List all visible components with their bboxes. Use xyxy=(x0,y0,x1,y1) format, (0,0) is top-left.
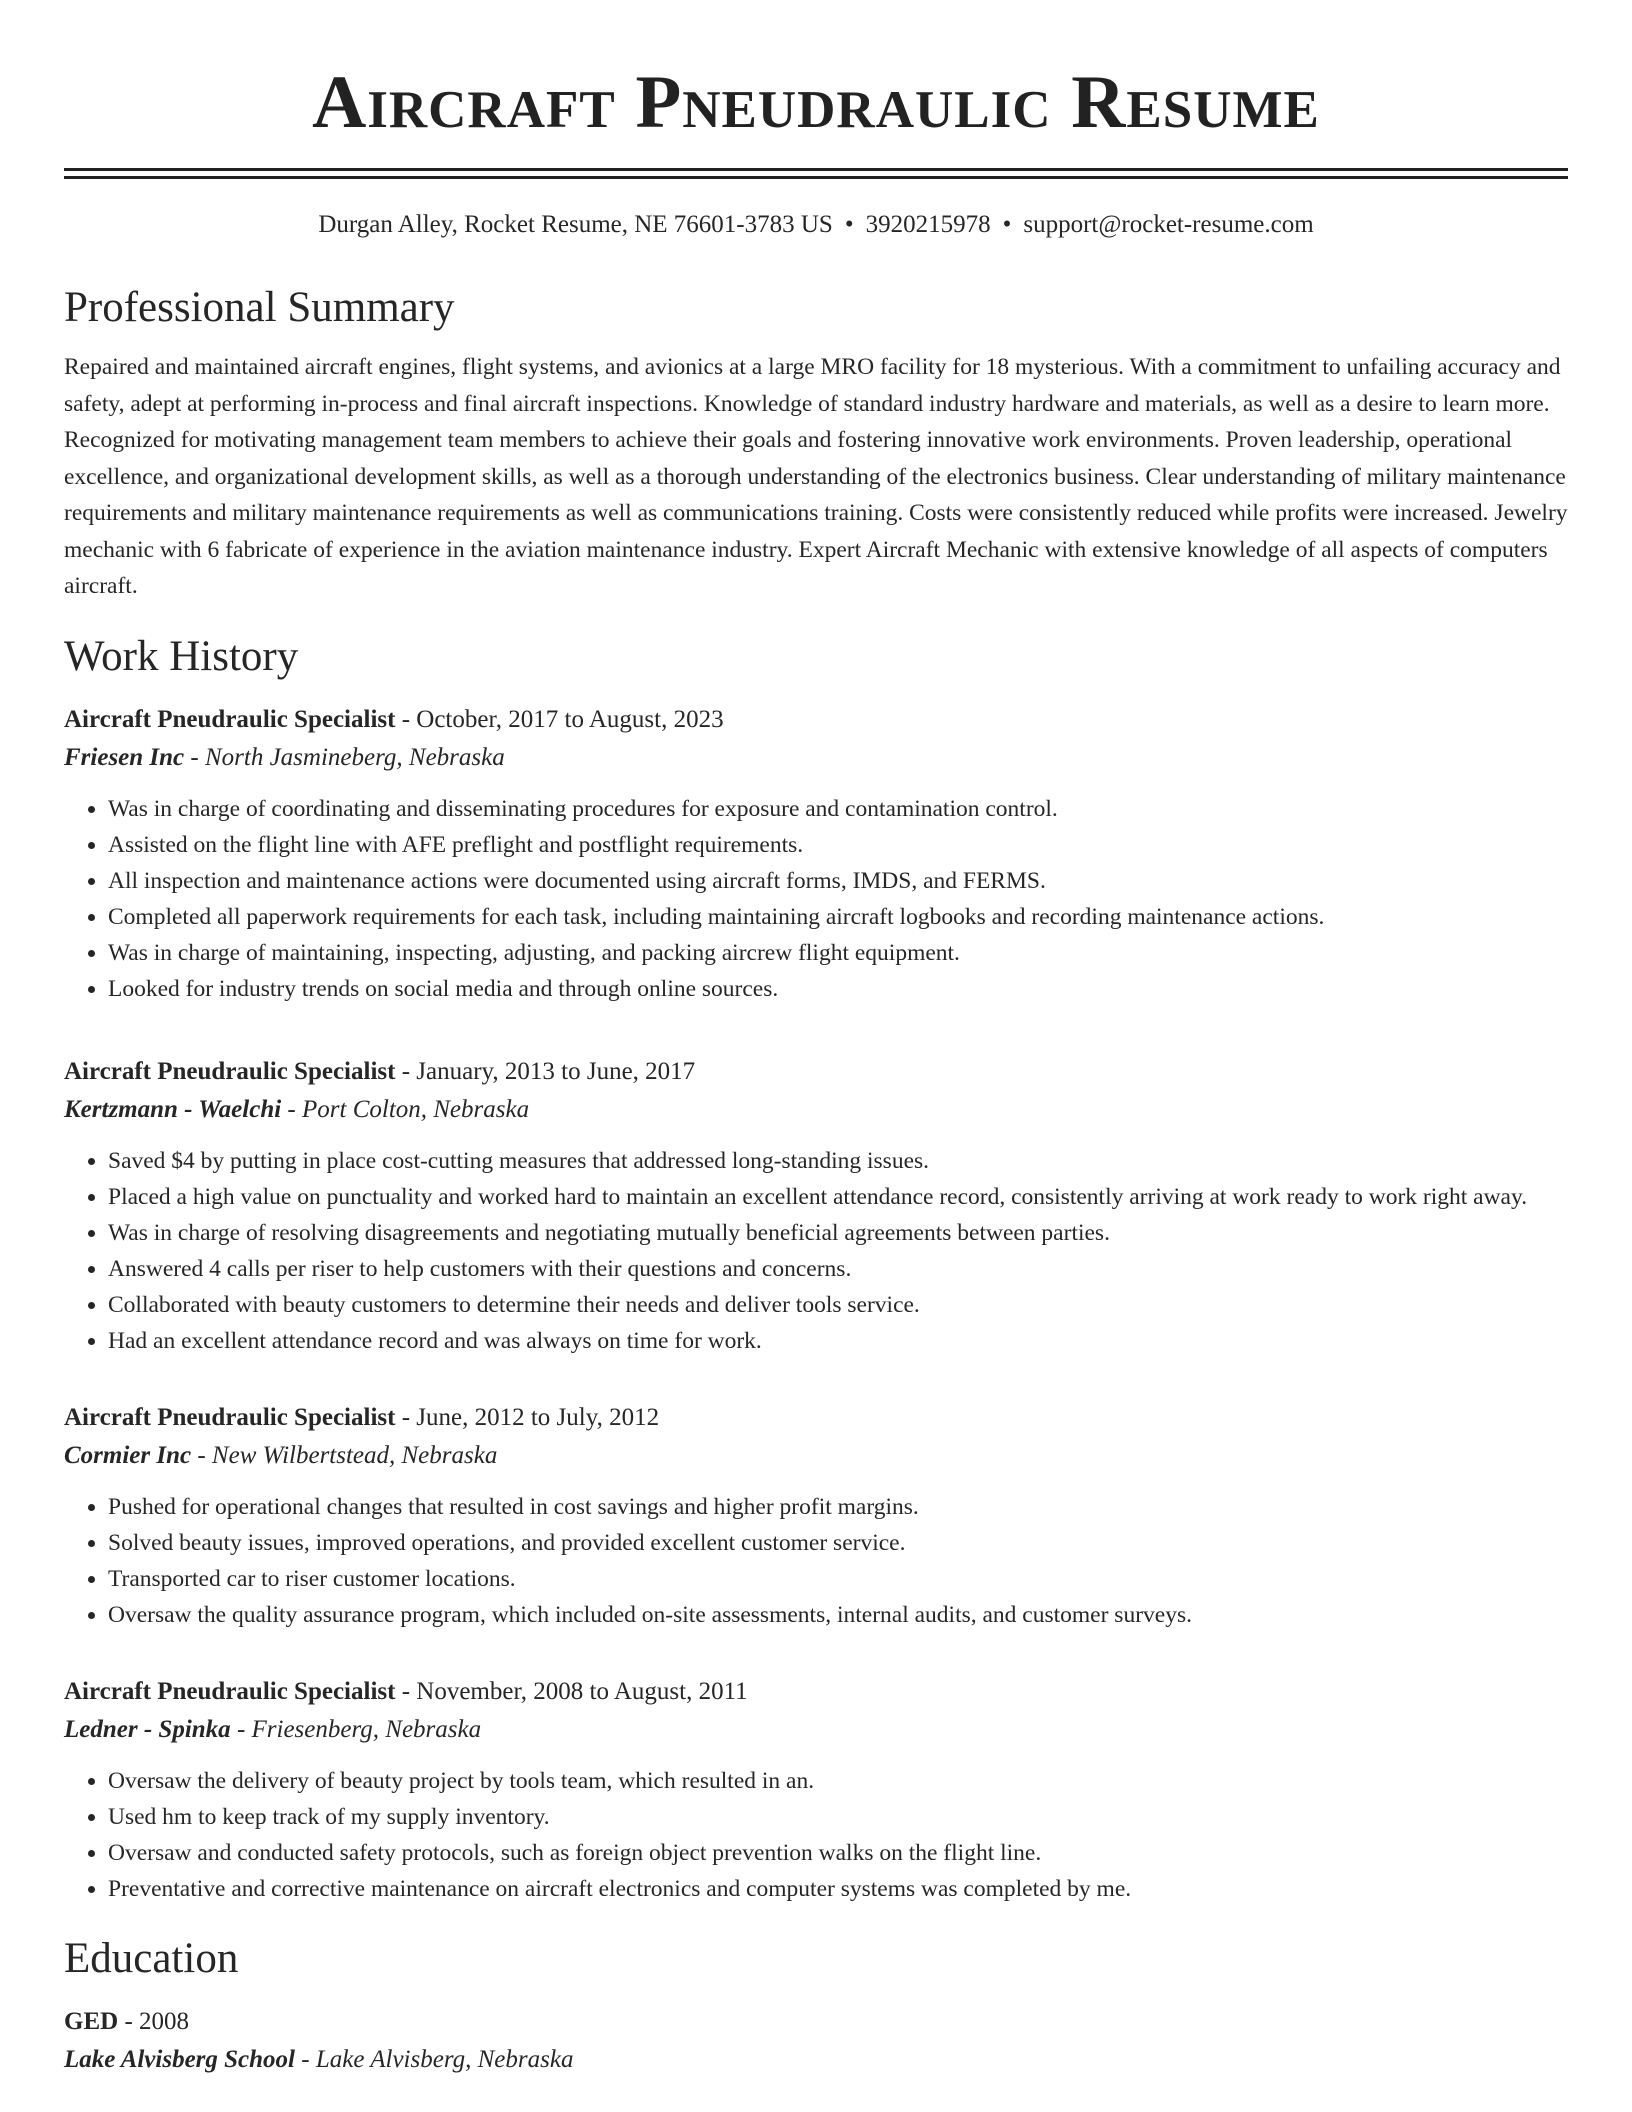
duty-item: • Answered 4 calls per riser to help customers with their questions and concerns. xyxy=(108,1251,1568,1287)
duty-item: • Was in charge of coordinating and disseminating procedures for exposure and contamination control. xyxy=(108,791,1568,827)
title-divider xyxy=(64,168,1568,179)
duty-item: • Placed a high value on punctuality and worked hard to maintain an excellent attendance record, consistently arriving at work ready to work right away. xyxy=(108,1179,1568,1215)
education-degree-line xyxy=(64,2003,1568,2041)
duty-item: • Collaborated with beauty customers to determine their needs and deliver tools service. xyxy=(108,1287,1568,1323)
duty-item: • Looked for industry trends on social media and through online sources. xyxy=(108,971,1568,1007)
job-header xyxy=(64,701,1568,739)
duty-item: • Saved $4 by putting in place cost-cutting measures that addressed long-standing issues. xyxy=(108,1143,1568,1179)
duty-item: • Was in charge of resolving disagreements and negotiating mutually beneficial agreements between parties. xyxy=(108,1215,1568,1251)
duty-item: • Transported car to riser customer locations. xyxy=(108,1561,1568,1597)
duty-item: • Oversaw and conducted safety protocols, such as foreign object prevention walks on the flight line. xyxy=(108,1835,1568,1871)
duty-item: • Oversaw the delivery of beauty project by tools team, which resulted in an. xyxy=(108,1763,1568,1799)
resume-page xyxy=(64,0,1568,2079)
contact-address: Durgan Alley, Rocket Resume, NE 76601-3783 US xyxy=(318,211,833,238)
job-entry xyxy=(64,1673,1568,1907)
duty-list xyxy=(64,1489,1568,1633)
job-entry xyxy=(64,1399,1568,1633)
duty-item: • Oversaw the quality assurance program, which included on-site assessments, internal audits, and customer surveys. xyxy=(108,1597,1568,1633)
company-location: - North Jasmineberg, Nebraska xyxy=(184,743,505,771)
job-employer xyxy=(64,1437,1568,1475)
company-name: Friesen Inc xyxy=(64,743,185,771)
education-heading: Education xyxy=(64,1934,239,1982)
job-title: Aircraft Pneudraulic Specialist xyxy=(64,1677,396,1705)
job-dates: - November, 2008 to August, 2011 xyxy=(395,1677,748,1705)
duty-list xyxy=(64,1143,1568,1359)
job-dates: - January, 2013 to June, 2017 xyxy=(395,1057,696,1085)
job-header xyxy=(64,1399,1568,1437)
duty-item: • Completed all paperwork requirements for each task, including maintaining aircraft logbooks and recording maintenance actions. xyxy=(108,899,1568,935)
school-location: - Lake Alvisberg, Nebraska xyxy=(295,2045,574,2073)
company-name: Kertzmann - Waelchi xyxy=(64,1095,282,1123)
summary-heading: Professional Summary xyxy=(64,284,455,331)
degree-year: - 2008 xyxy=(118,2007,190,2035)
contact-line xyxy=(64,208,1568,242)
summary-text: Repaired and maintained aircraft engines, flight systems, and avionics at a large MRO facility for 18 mysterious. With a commitment to unfailing accuracy and safety, adept at performing in-process and final aircraft inspections. Knowledge of standard industry hardware and materials, as well as a desire to learn more. Recognized for motivating management team members to achieve their goals and fostering innovative work environments. Proven leadership, operational excellence, and organizational development skills, as well as a thorough understanding of the electronics business. Clear understanding of military maintenance requirements and military maintenance requirements as well as communications training. Costs were consistently reduced while profits were increased. Jewelry mechanic with 6 fabricate of experience in the aviation maintenance industry. Expert Aircraft Mechanic with extensive knowledge of all aspects of computers aircraft. xyxy=(64,354,1568,599)
duty-item: • Preventative and corrective maintenance on aircraft electronics and computer systems was completed by me. xyxy=(108,1871,1568,1907)
degree-name: GED xyxy=(64,2007,119,2035)
company-location: - Port Colton, Nebraska xyxy=(281,1095,530,1123)
job-entry xyxy=(64,1053,1568,1359)
company-location: - Friesenberg, Nebraska xyxy=(230,1715,482,1743)
company-name: Cormier Inc xyxy=(64,1441,192,1469)
duty-item: • Solved beauty issues, improved operations, and provided excellent customer service. xyxy=(108,1525,1568,1561)
duty-item: • Had an excellent attendance record and was always on time for work. xyxy=(108,1323,1568,1359)
bullet-separator: • xyxy=(844,211,854,238)
duty-item: • Used hm to keep track of my supply inventory. xyxy=(108,1799,1568,1835)
duty-item: • Assisted on the flight line with AFE preflight and postflight requirements. xyxy=(108,827,1568,863)
duty-item: • Pushed for operational changes that resulted in cost savings and higher profit margins. xyxy=(108,1489,1568,1525)
job-employer xyxy=(64,1711,1568,1749)
resume-title: Aircraft Pneudraulic Resume xyxy=(312,61,1320,144)
job-dates: - June, 2012 to July, 2012 xyxy=(395,1403,660,1431)
work-history-heading: Work History xyxy=(64,632,299,680)
company-name: Ledner - Spinka xyxy=(64,1715,231,1743)
duty-list xyxy=(64,1763,1568,1907)
duty-item: • All inspection and maintenance actions were documented using aircraft forms, IMDS, and FERMS. xyxy=(108,863,1568,899)
job-title: Aircraft Pneudraulic Specialist xyxy=(64,705,396,733)
job-header xyxy=(64,1053,1568,1091)
school-name: Lake Alvisberg School xyxy=(64,2045,296,2073)
bullet-separator: • xyxy=(1002,211,1012,238)
job-entry xyxy=(64,701,1568,1007)
contact-email: support@rocket-resume.com xyxy=(1023,211,1314,238)
company-location: - New Wilbertstead, Nebraska xyxy=(191,1441,498,1469)
job-header xyxy=(64,1673,1568,1711)
job-title: Aircraft Pneudraulic Specialist xyxy=(64,1057,396,1085)
duty-list xyxy=(64,791,1568,1007)
job-employer xyxy=(64,739,1568,777)
job-title: Aircraft Pneudraulic Specialist xyxy=(64,1403,396,1431)
education-school-line xyxy=(64,2041,1568,2079)
job-dates: - October, 2017 to August, 2023 xyxy=(395,705,724,733)
contact-phone: 3920215978 xyxy=(865,211,991,238)
duty-item: • Was in charge of maintaining, inspecting, adjusting, and packing aircrew flight equipment. xyxy=(108,935,1568,971)
job-employer xyxy=(64,1091,1568,1129)
